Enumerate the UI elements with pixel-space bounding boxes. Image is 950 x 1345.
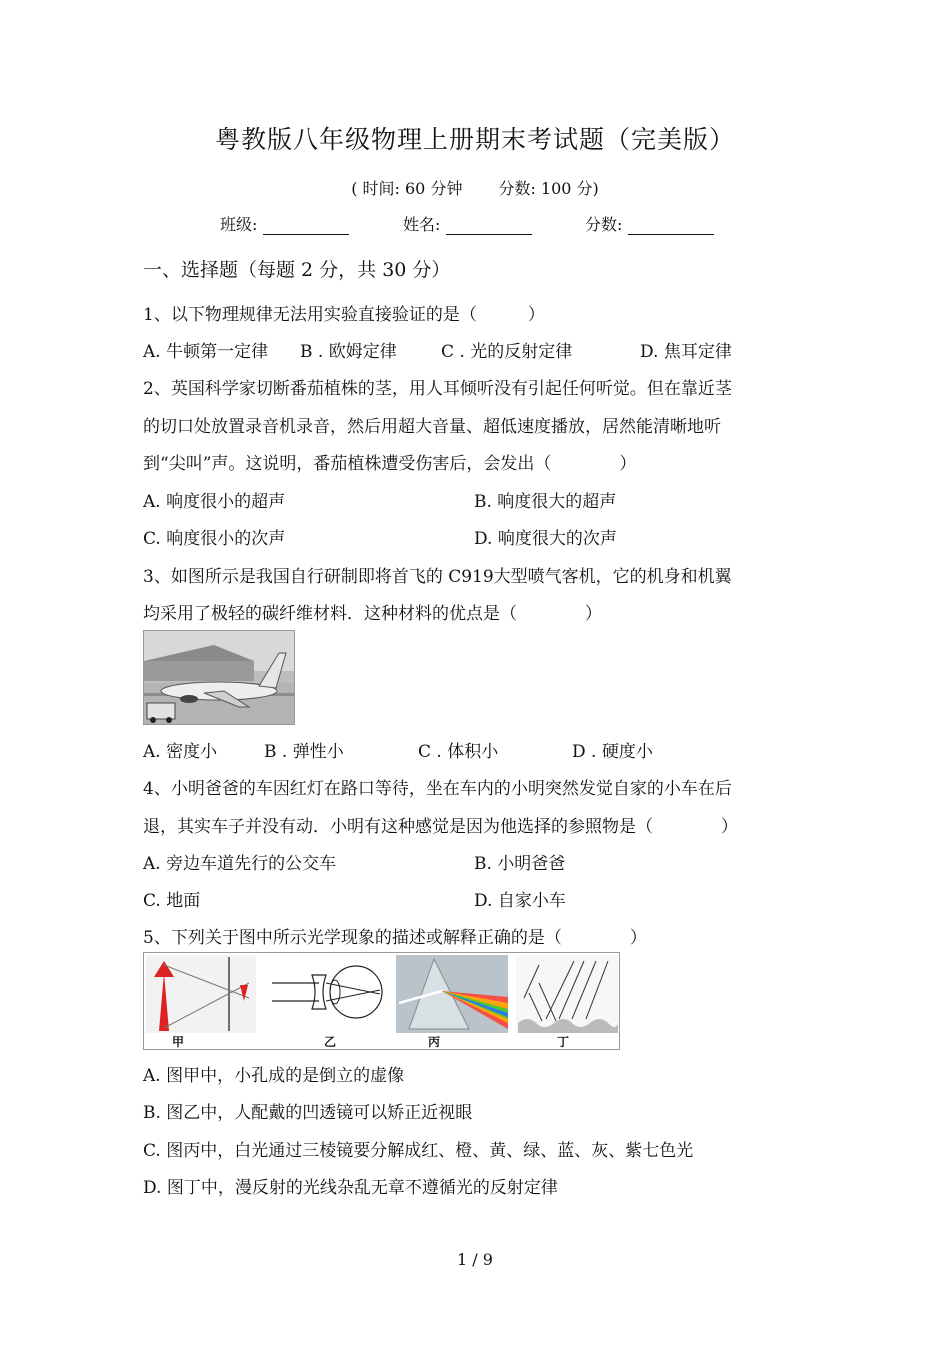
- q5-stem: 5、下列关于图中所示光学现象的描述或解释正确的是（ ）: [143, 928, 647, 948]
- q1-option-a[interactable]: A. 牛顿第一定律: [143, 342, 269, 362]
- q2-option-c[interactable]: C. 响度很小的次声: [143, 529, 286, 549]
- q5-option-d[interactable]: D. 图丁中，漫反射的光线杂乱无章不遵循光的反射定律: [143, 1178, 558, 1198]
- score-label: 分数:: [585, 215, 623, 234]
- class-field: [220, 212, 349, 235]
- name-label: 姓名:: [403, 215, 441, 234]
- q3-option-c[interactable]: C . 体积小: [418, 742, 499, 762]
- name-blank[interactable]: [446, 216, 532, 235]
- exam-total-score: 分数: 100 分): [498, 179, 599, 198]
- optics-illustration: [144, 953, 619, 1049]
- q4-option-c[interactable]: C. 地面: [143, 891, 201, 911]
- q3-line-2: 均采用了极轻的碳纤维材料．这种材料的优点是（ ）: [143, 604, 602, 624]
- q2-line-2: 的切口处放置录音机录音，然后用超大音量、超低速度播放，居然能清晰地听: [143, 417, 721, 437]
- score-blank[interactable]: [628, 216, 714, 235]
- q4-option-a[interactable]: A. 旁边车道先行的公交车: [143, 854, 337, 874]
- class-label: 班级:: [220, 215, 258, 234]
- airplane-illustration: [144, 631, 294, 724]
- q1-option-d[interactable]: D. 焦耳定律: [640, 342, 732, 362]
- class-blank[interactable]: [263, 216, 349, 235]
- fig-label-ding: 丁: [557, 1035, 570, 1049]
- page-number: 1 / 9: [457, 1250, 493, 1269]
- q4-option-d[interactable]: D. 自家小车: [474, 891, 566, 911]
- q2-option-a[interactable]: A. 响度很小的超声: [143, 492, 286, 512]
- fig-label-yi: 乙: [324, 1035, 337, 1049]
- exam-meta: [0, 176, 950, 199]
- fig-label-bing: 丙: [428, 1035, 441, 1049]
- q3-option-b[interactable]: B . 弹性小: [264, 742, 344, 762]
- section-heading: 一、选择题（每题 2 分，共 30 分）: [143, 259, 451, 281]
- q3-option-d[interactable]: D . 硬度小: [572, 742, 653, 762]
- q5-option-c[interactable]: C. 图丙中，白光通过三棱镜要分解成红、橙、黄、绿、蓝、灰、紫七色光: [143, 1141, 694, 1161]
- q1-option-c[interactable]: C . 光的反射定律: [441, 342, 573, 362]
- q2-option-b[interactable]: B. 响度很大的超声: [474, 492, 617, 512]
- q2-line-3: 到“尖叫”声。这说明，番茄植株遭受伤害后，会发出（ ）: [143, 454, 637, 474]
- airplane-photo: [143, 630, 295, 725]
- q4-option-b[interactable]: B. 小明爸爸: [474, 854, 566, 874]
- q4-line-1: 4、小明爸爸的车因红灯在路口等待，坐在车内的小明突然发觉自家的小车在后: [143, 779, 732, 799]
- q5-option-b[interactable]: B. 图乙中，人配戴的凹透镜可以矫正近视眼: [143, 1103, 473, 1123]
- q3-option-a[interactable]: A. 密度小: [143, 742, 218, 762]
- q2-option-d[interactable]: D. 响度很大的次声: [474, 529, 617, 549]
- q2-line-1: 2、英国科学家切断番茄植株的茎，用人耳倾听没有引起任何听觉。但在靠近茎: [143, 379, 732, 399]
- q4-line-2: 退，其实车子并没有动．小明有这种感觉是因为他选择的参照物是（ ）: [143, 817, 738, 837]
- q1-option-b[interactable]: B . 欧姆定律: [300, 342, 397, 362]
- name-field: [403, 212, 532, 235]
- exam-time: ( 时间: 60 分钟: [351, 179, 463, 198]
- q1-stem: 1、以下物理规律无法用实验直接验证的是（ ）: [143, 305, 545, 325]
- score-field: [585, 212, 714, 235]
- optics-figure: [143, 952, 620, 1050]
- page-title: 粤教版八年级物理上册期末考试题（完美版）: [214, 125, 735, 154]
- q5-option-a[interactable]: A. 图甲中，小孔成的是倒立的虚像: [143, 1066, 405, 1086]
- fig-label-jia: 甲: [172, 1035, 185, 1049]
- q3-line-1: 3、如图所示是我国自行研制即将首飞的 C919大型喷气客机，它的机身和机翼: [143, 567, 732, 587]
